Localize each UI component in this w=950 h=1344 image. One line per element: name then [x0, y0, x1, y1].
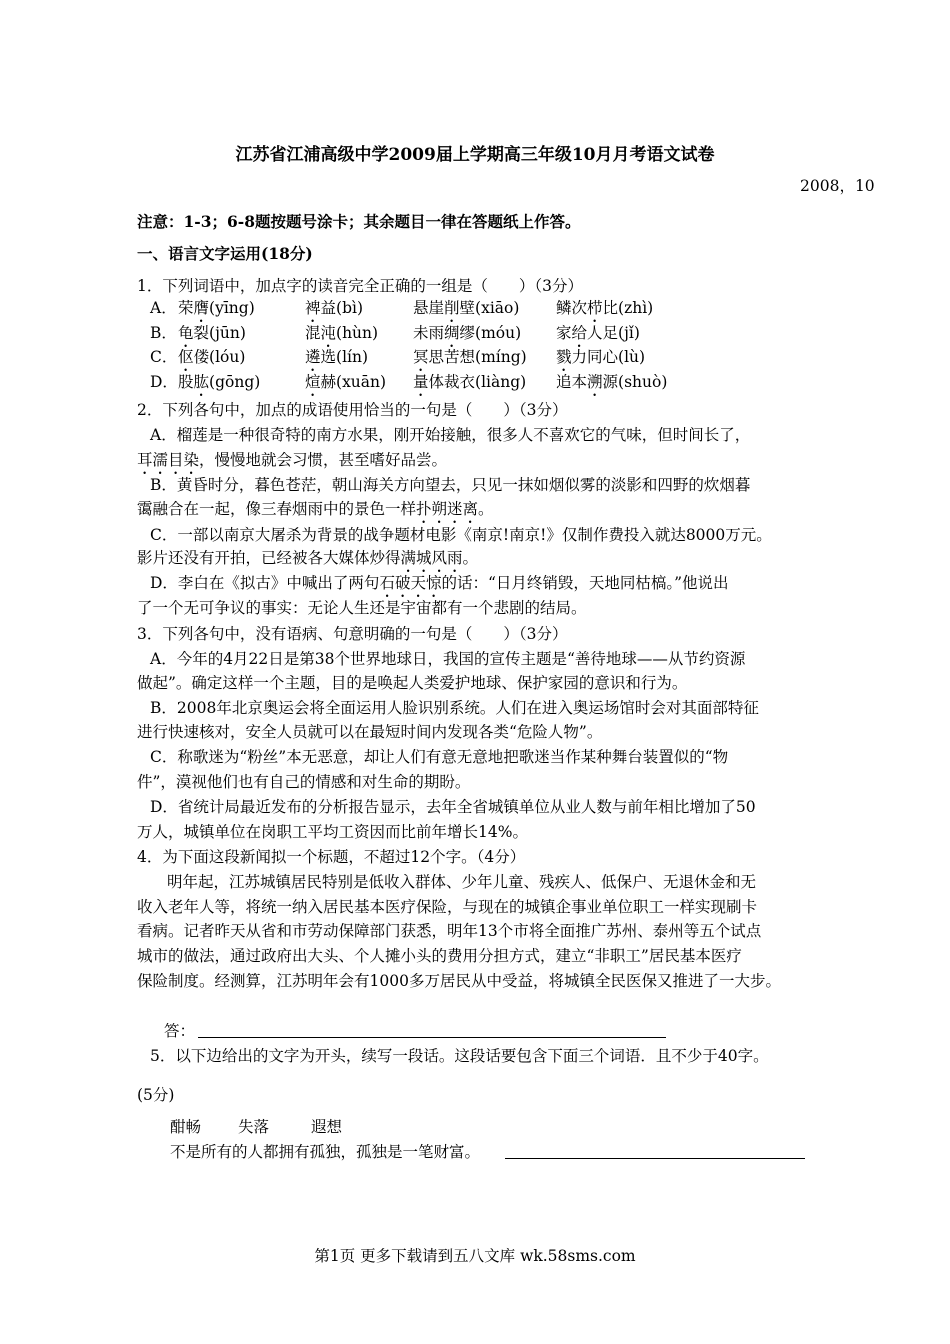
q5-answer-line[interactable]	[505, 1158, 805, 1159]
q2-b-text: 霭融合在一起，像三春烟雨中的景色一样	[137, 500, 417, 518]
question-1-stem: 1．下列词语中，加点字的读音完全正确的一组是（ ）（3分）	[137, 277, 583, 295]
q1-word-part: 体裁衣(liàng)	[428, 373, 527, 391]
q1-word-part: 股	[178, 373, 194, 391]
q1-word-part: 源(shuò)	[602, 373, 668, 391]
q2-c-text: 影片还没有开拍，已经被各大媒体炒得	[137, 549, 401, 567]
q1-dotted-char: 量	[413, 373, 429, 391]
q1-word-part: 人足(jǐ)	[587, 324, 640, 342]
q3-option-c-line2: 件”，漠视他们也有自己的情感和对生命的期盼。	[137, 773, 471, 791]
q4-passage-line5: 保险制度。经测算，江苏明年会有1000多万居民从中受益，将城镇全民医保又推进了一大步。	[137, 972, 781, 990]
q1-dotted-char: 给	[571, 324, 588, 342]
q5-word-3: 遐想	[311, 1118, 343, 1136]
q1-word	[305, 372, 386, 400]
q1-word	[556, 347, 645, 375]
q1-dotted-char: 沌	[320, 324, 337, 342]
q2-c-end: 。	[462, 549, 479, 567]
q1-dotted-char: 裨	[305, 299, 321, 317]
q2-option-b-line2	[137, 499, 494, 527]
q1-word-part: 裂(jūn)	[193, 324, 246, 342]
q3-option-c-line1: C．称歌迷为“粉丝”本无恶意，却让人们有意无意地把歌迷当作某种舞台装置似的“物	[150, 748, 729, 766]
q1-dotted-char: 膺	[193, 299, 210, 317]
q2-b-end: 。	[478, 500, 494, 518]
q1-word-part: 混	[305, 324, 321, 342]
q5-word-1: 酣畅	[170, 1118, 202, 1136]
q1-word-part: 比(zhì)	[602, 299, 654, 317]
q2-d-rest: 的话：“日月终销毁，天地同枯槁。”他说出	[441, 574, 729, 592]
q2-b-idiom: 扑朔迷离	[416, 500, 479, 518]
page-title: 江苏省江浦高级中学2009届上学期高三年级10月月考语文试卷	[235, 145, 715, 165]
question-2-stem: 2．下列各句中，加点的成语使用恰当的一句是（ ）（3分）	[137, 401, 568, 419]
q3-option-a-line1: A．今年的4月22日是第38个世界地球日，我国的宣传主题是“善待地球——从节约资源	[150, 650, 746, 668]
q2-d-idiom: 石破天惊	[379, 574, 442, 592]
q4-passage-line1: 明年起，江苏城镇居民特别是低收入群体、少年儿童、残疾人、低保户、无退休金和无	[167, 873, 757, 891]
q1-word-part: 力同心(lù)	[571, 348, 646, 366]
q5-word-2: 失落	[238, 1118, 270, 1136]
q3-option-b-line1: B．2008年北京奥运会将全面运用人脸识别系统。人们在进入奥运场馆时会对其面部特征	[150, 699, 759, 717]
q1-word	[556, 372, 667, 400]
q2-option-c-line2	[137, 548, 478, 576]
q1-dotted-char: 削	[444, 299, 460, 317]
q3-option-d-line1: D．省统计局最近发布的分析报告显示，去年全省城镇单位从业人数与前年相比增加了50	[150, 798, 756, 816]
question-3-stem: 3．下列各句中，没有语病、句意明确的一句是（ ）（3分）	[137, 625, 568, 643]
q2-option-a-line1: A．榴莲是一种很奇特的南方水果，刚开始接触，很多人不喜欢它的气味，但时间长了，	[150, 426, 751, 444]
q1-dotted-char: 肱	[193, 373, 210, 391]
notice: 注意：1-3；6-8题按题号涂卡；其余题目一律在答题纸上作答。	[137, 212, 581, 231]
q1-word-part: 选(lín)	[320, 348, 369, 366]
q1-word	[305, 298, 363, 326]
q1-word-part: 偻(lóu)	[193, 348, 246, 366]
q2-option-b-line1: B．黄昏时分，暮色苍茫，朝山海关方向望去，只见一抹如烟似雾的淡影和四野的炊烟暮	[150, 476, 751, 494]
question-4-stem: 4．为下面这段新闻拟一个标题，不超过12个字。（4分）	[137, 848, 526, 866]
q4-passage-line3: 看病。记者昨天从省和市劳动保障部门获悉，明年13个市将全面推广苏州、泰州等五个试点	[137, 922, 762, 940]
q1-word-part: 鳞次	[556, 299, 588, 317]
q1-option-label: A．	[150, 299, 177, 317]
q5-score: (5分)	[137, 1086, 175, 1104]
q3-option-b-line2: 进行快速核对，安全人员就可以在最短时间内发现各类“危险人物”。	[137, 723, 603, 741]
q2-option-a-line2	[137, 450, 447, 478]
q1-word-part: 缪(móu)	[459, 324, 522, 342]
q1-word	[413, 298, 519, 326]
q4-passage-line4: 城市的做法，通过政府出大头、个人摊小头的费用分担方式，建立“非职工”居民基本医疗	[137, 947, 742, 965]
page-footer: 第1页 更多下载请到五八文库 wk.58sms.com	[314, 1247, 636, 1265]
q4-answer-line[interactable]	[198, 1037, 666, 1038]
q1-word-part: 荣	[178, 299, 194, 317]
q1-word	[178, 347, 245, 375]
q1-dotted-char: 冥	[413, 348, 429, 366]
q2-option-d-line1	[150, 573, 729, 601]
q2-a-idiom: 耳濡目染	[137, 451, 200, 469]
q1-word	[178, 372, 260, 400]
q4-passage-line2: 收入老年人等，将统一纳入居民基本医疗保险，与现在的城镇企事业单位职工一样实现刷卡	[137, 898, 758, 916]
q1-dotted-char: 戮	[556, 348, 572, 366]
q1-word-part: (gōng)	[209, 373, 261, 391]
q1-word-part: 未雨	[413, 324, 445, 342]
q3-option-d-line2: 万人，城镇单位在岗职工平均工资因而比前年增长14%。	[137, 823, 528, 841]
q1-dotted-char: 煊	[305, 373, 321, 391]
question-5-stem: 5．以下边给出的文字为开头，续写一段话。这段话要包含下面三个词语．且不少于40字。	[150, 1047, 769, 1065]
q1-dotted-char: 溯	[587, 373, 603, 391]
q1-option-label: C．	[150, 348, 178, 366]
q1-word-part: 家	[556, 324, 572, 342]
q1-word-part: 益(bì)	[320, 299, 363, 317]
q5-opening-sentence: 不是所有的人都拥有孤独，孤独是一笔财富。	[170, 1143, 481, 1161]
q1-dotted-char: 遴	[305, 348, 321, 366]
q1-dotted-char: 龟	[178, 324, 194, 342]
q1-word	[413, 347, 527, 375]
q3-option-a-line2: 做起”。确定这样一个主题，目的是唤起人类爱护地球、保护家园的意识和行为。	[137, 674, 688, 692]
q2-option-d-line2: 了一个无可争议的事实：无论人生还是宇宙都有一个悲剧的结局。	[137, 599, 587, 617]
q1-word-part: 赫(xuān)	[320, 373, 387, 391]
q1-word-part: 追本	[556, 373, 588, 391]
q1-word-part: (yīng)	[209, 299, 255, 317]
q1-word	[178, 298, 255, 326]
q4-answer-label: 答：	[164, 1022, 196, 1040]
q1-word-part: 壁(xiāo)	[459, 299, 520, 317]
q1-word-part: 思苦想(míng)	[428, 348, 527, 366]
q1-dotted-char: 伛	[178, 348, 194, 366]
q2-c-idiom: 满城风雨	[400, 549, 463, 567]
q1-word-part: 悬崖	[413, 299, 445, 317]
q1-dotted-char: 绸	[444, 324, 460, 342]
q1-word	[413, 372, 526, 400]
q2-option-c-line1: C．一部以南京大屠杀为背景的战争题材电影《南京!南京!》仅制作费投入就达8000万元。	[150, 526, 772, 544]
q1-word	[305, 347, 368, 375]
exam-date: 2008，10	[800, 177, 875, 195]
q1-option-label: B．	[150, 324, 177, 342]
q1-word	[556, 298, 653, 326]
q2-d-text: D．李白在《拟古》中喊出了两句	[150, 574, 380, 592]
q1-option-label: D．	[150, 373, 178, 391]
section-heading: 一、语言文字运用(18分)	[137, 244, 313, 263]
q2-a-rest: ，慢慢地就会习惯，甚至嗜好品尝。	[199, 451, 448, 469]
q1-word-part: (hùn)	[336, 324, 379, 342]
q1-dotted-char: 栉	[587, 299, 603, 317]
